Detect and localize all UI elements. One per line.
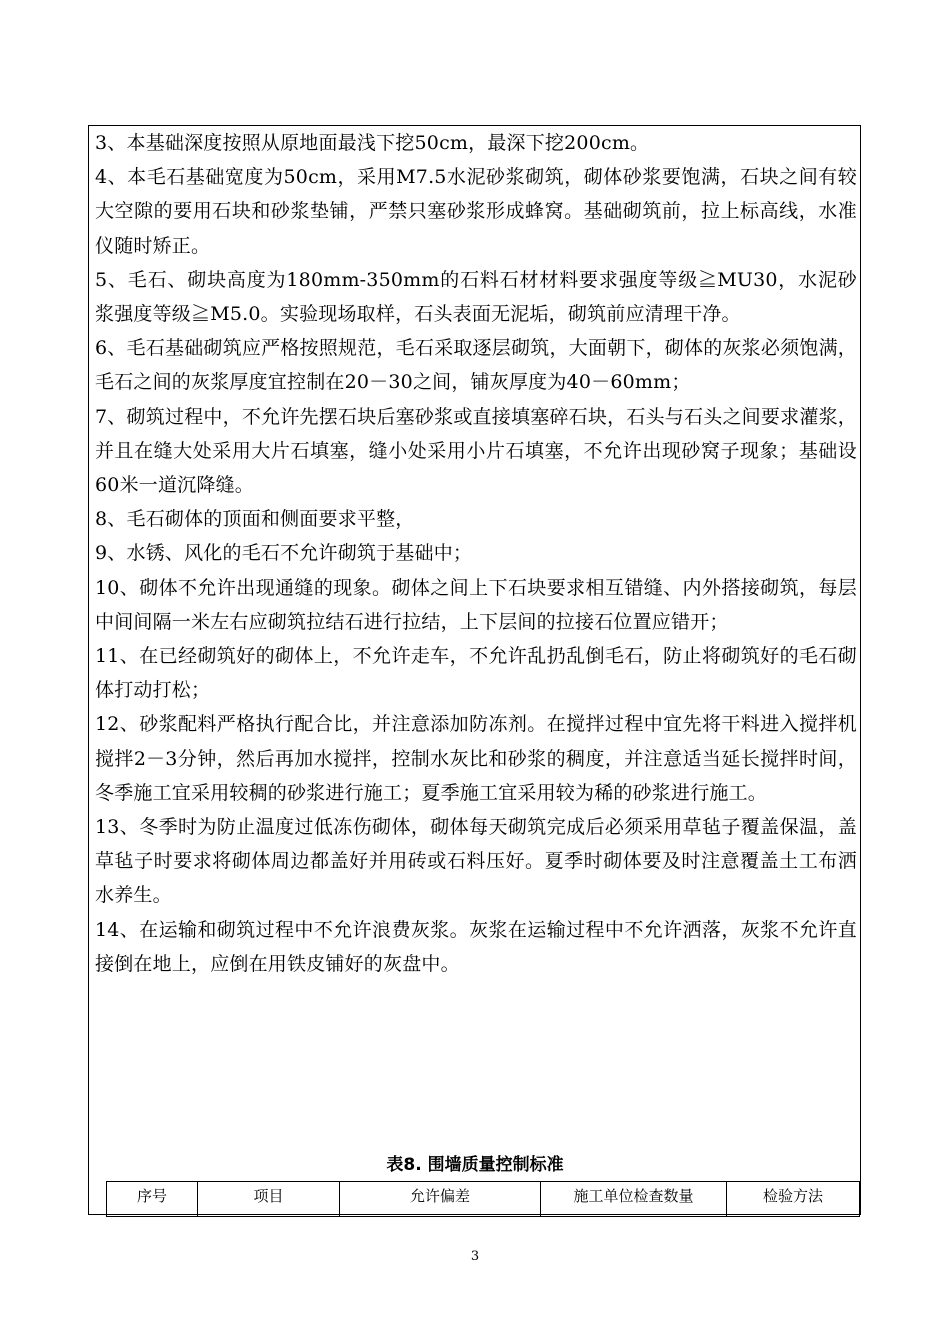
paragraph-5: 5、毛石、砌块高度为180mm-350mm的石料石材材料要求强度等级≧MU30，水泥砂浆强度等级≧M5.0。实验现场取样，石头表面无泥垢，砌筑前应清理干净。 xyxy=(95,268,857,326)
body-text xyxy=(95,126,857,981)
paragraph-12: 12、砂浆配料严格执行配合比，并注意添加防冻剂。在搅拌过程中宜先将干料进入搅拌机搅拌2－3分钟，然后再加水搅拌，控制水灰比和砂浆的稠度，并注意适当延长搅拌时间，冬季施工宜采用较稠的砂浆进行施工；夏季施工宜采用较为稀的砂浆进行施工。 xyxy=(95,713,857,804)
header-cell-check-quantity: 施工单位检查数量 xyxy=(541,1182,727,1216)
paragraph-6: 6、毛石基础砌筑应严格按照规范，毛石采取逐层砌筑，大面朝下，砌体的灰浆必须饱满，毛石之间的灰浆厚度宜控制在20－30之间，铺灰厚度为40－60mm； xyxy=(95,337,857,394)
paragraph-13: 13、冬季时为防止温度过低冻伤砌体，砌体每天砌筑完成后必须采用草毡子覆盖保温，盖草毡子时要求将砌体周边都盖好并用砖或石料压好。夏季时砌体要及时注意覆盖土工布洒水养生。 xyxy=(95,816,857,907)
table-title: 表8. 围墙质量控制标准 xyxy=(386,1155,564,1175)
paragraph-3: 3、本基础深度按照从原地面最浅下挖50cm，最深下挖200cm。 xyxy=(95,132,650,154)
header-cell-tolerance: 允许偏差 xyxy=(340,1182,541,1216)
paragraph-8: 8、毛石砌体的顶面和侧面要求平整， xyxy=(95,508,415,531)
page-number: 3 xyxy=(470,1249,480,1264)
header-cell-method: 检验方法 xyxy=(762,1187,823,1205)
paragraph-4: 4、本毛石基础宽度为50cm，采用M7.5水泥砂浆砌筑，砌体砂浆要饱满，石块之间有较大空隙的要用石块和砂浆垫铺，严禁只塞砂浆形成蜂窝。基础砌筑前，拉上标高线，水准仪随时矫正。 xyxy=(95,166,857,257)
paragraph-7: 7、砌筑过程中，不允许先摆石块后塞砂浆或直接填塞碎石块，石头与石头之间要求灌浆，并且在缝大处采用大片石填塞，缝小处采用小片石填塞，不允许出现砂窝子现象；基础设60米一道沉降缝。 xyxy=(95,405,857,497)
paragraph-11: 11、在已经砌筑好的砌体上，不允许走车，不允许乱扔乱倒毛石，防止将砌筑好的毛石砌体打动打松； xyxy=(95,645,857,702)
header-cell-item: 项目 xyxy=(198,1182,340,1216)
paragraph-14: 14、在运输和砌筑过程中不允许浪费灰浆。灰浆在运输过程中不允许洒落，灰浆不允许直接倒在地上，应倒在用铁皮铺好的灰盘中。 xyxy=(95,918,857,975)
quality-table-header xyxy=(106,1181,860,1217)
paragraph-10: 10、砌体不允许出现通缝的现象。砌体之间上下石块要求相互错缝、内外搭接砌筑，每层中间间隔一米左右应砌筑拉结石进行拉结，上下层间的拉接石位置应错开； xyxy=(95,576,857,633)
header-cell-index: 序号 xyxy=(107,1182,198,1216)
paragraph-9: 9、水锈、风化的毛石不允许砌筑于基础中； xyxy=(95,542,473,565)
